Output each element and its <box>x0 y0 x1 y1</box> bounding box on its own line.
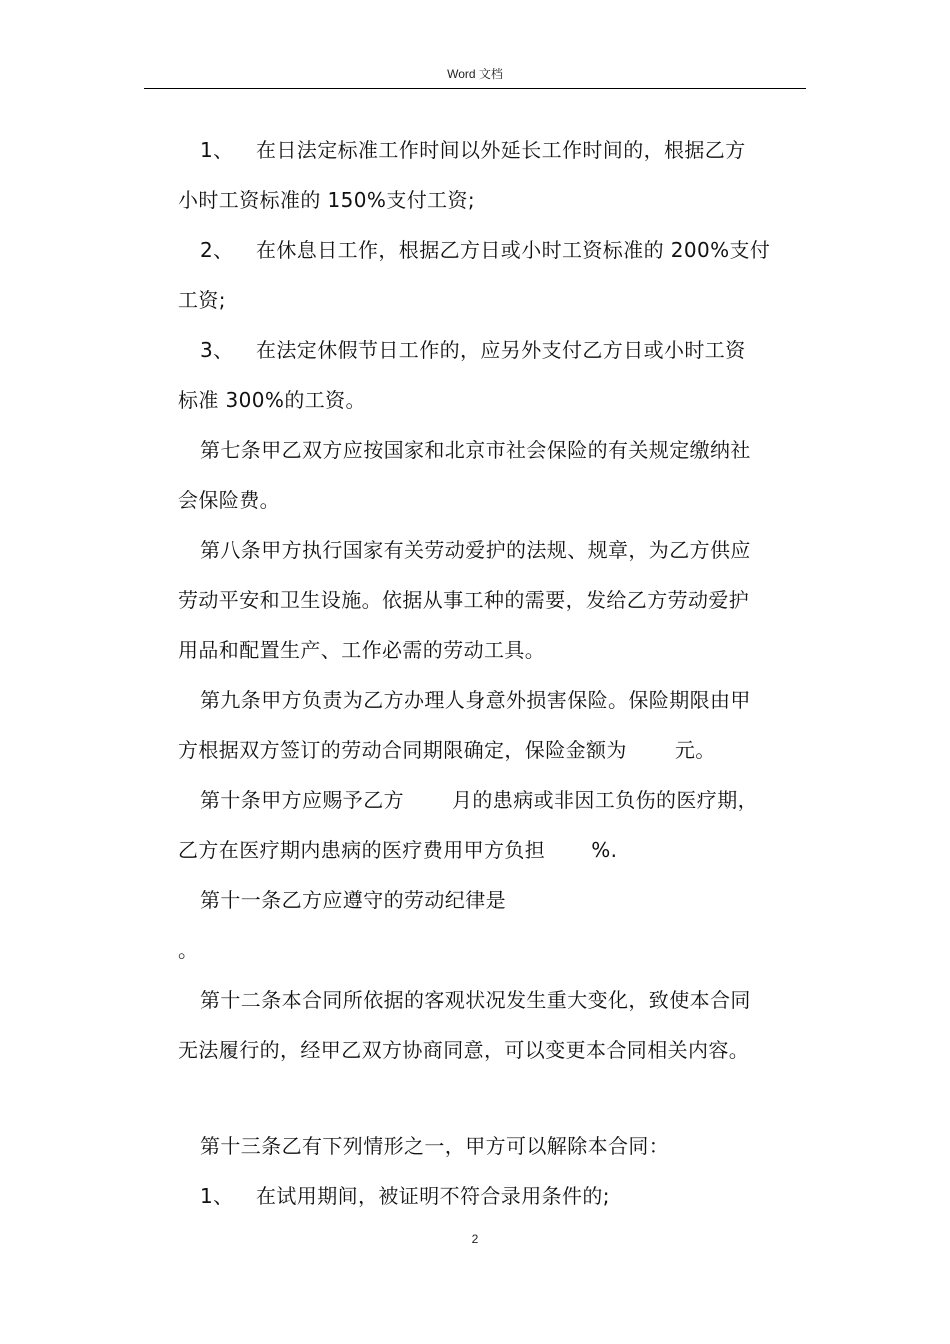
list-number: 1、 <box>200 1184 234 1208</box>
overtime-item-2-cont: 工资; <box>178 288 226 312</box>
article-10-percent: %. <box>591 838 618 862</box>
article-8-line-1: 第八条甲方执行国家有关劳动爱护的法规、规章，为乙方供应 <box>200 538 751 562</box>
page-header-title: Word 文档 <box>447 67 503 81</box>
article-8-line-2: 劳动平安和卫生设施。依据从事工种的需要，发给乙方劳动爱护 <box>178 588 750 612</box>
article-11-line-1: 第十一条乙方应遵守的劳动纪律是 <box>200 888 506 912</box>
article-10-line-2 <box>178 836 617 864</box>
list-text: 在日法定标准工作时间以外延长工作时间的，根据乙方 <box>256 138 746 162</box>
list-text: 在法定休假节日工作的，应另外支付乙方日或小时工资 <box>256 338 746 362</box>
article-10-text-2: 乙方在医疗期内患病的医疗费用甲方负担 <box>178 838 546 862</box>
article-12-line-2: 无法履行的，经甲乙双方协商同意，可以变更本合同相关内容。 <box>178 1038 750 1062</box>
article-11-line-2: 。 <box>178 938 199 962</box>
list-number: 3、 <box>200 338 234 362</box>
header-divider <box>144 88 806 89</box>
overtime-item-1-cont: 小时工资标准的 150%支付工资; <box>178 188 476 212</box>
overtime-item-3 <box>200 336 746 364</box>
article-13-line-1: 第十三条乙有下列情形之一，甲方可以解除本合同： <box>200 1134 670 1158</box>
list-number: 2、 <box>200 238 234 262</box>
list-number: 1、 <box>200 138 234 162</box>
article-9-line-2 <box>178 736 716 764</box>
article-9-line-1: 第九条甲方负责为乙方办理人身意外损害保险。保险期限由甲 <box>200 688 751 712</box>
article-7-line-1: 第七条甲乙双方应按国家和北京市社会保险的有关规定缴纳社 <box>200 438 751 462</box>
article-13-item-1 <box>200 1182 610 1210</box>
page-number: 2 <box>471 1232 479 1246</box>
list-text: 在休息日工作，根据乙方日或小时工资标准的 200%支付 <box>256 238 771 262</box>
article-9-text: 方根据双方签订的劳动合同期限确定，保险金额为 <box>178 738 627 762</box>
article-10-text: 第十条甲方应赐予乙方 <box>200 788 404 812</box>
overtime-item-2 <box>200 236 770 264</box>
article-9-unit: 元。 <box>674 738 716 762</box>
article-8-line-3: 用品和配置生产、工作必需的劳动工具。 <box>178 638 546 662</box>
overtime-item-3-cont: 标准 300%的工资。 <box>178 388 366 412</box>
article-12-line-1: 第十二条本合同所依据的客观状况发生重大变化，致使本合同 <box>200 988 751 1012</box>
article-7-line-2: 会保险费。 <box>178 488 280 512</box>
article-10-text-cont: 月的患病或非因工负伤的医疗期， <box>452 788 758 812</box>
list-text: 在试用期间，被证明不符合录用条件的; <box>256 1184 610 1208</box>
article-10-line-1 <box>200 786 758 814</box>
overtime-item-1 <box>200 136 746 164</box>
